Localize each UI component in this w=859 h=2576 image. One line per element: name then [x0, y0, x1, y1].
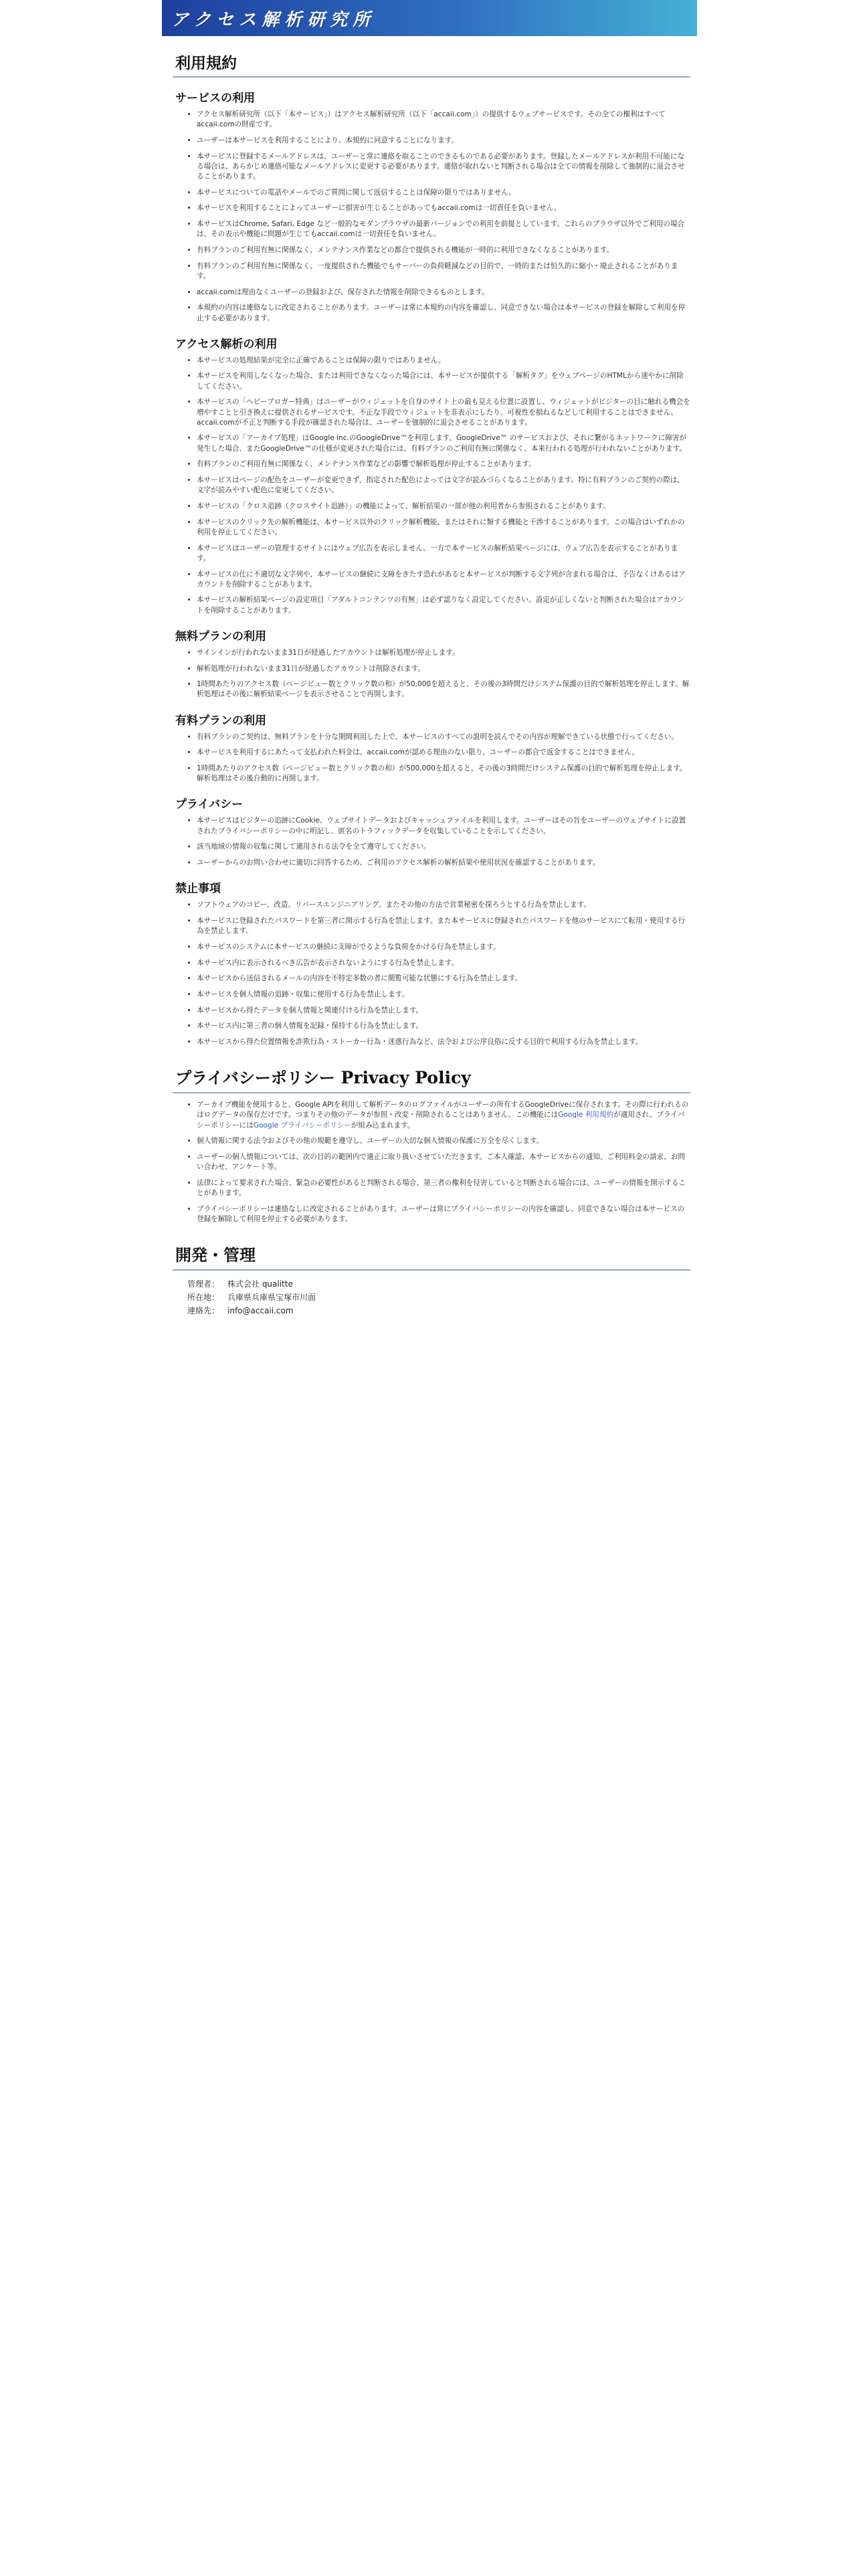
privacy-text-before: アーカイブ機能を使用すると、Google APIを利用して解析データのログファイルがユーザーの所有するGoogleDriveに保存されます。その際に行われるのはログデータの保存だけです。つまりその他のデータが参照・改変・削除されることはありません。この機能には	[197, 1101, 689, 1119]
privacy-policy-title	[173, 1065, 690, 1093]
management-key: 管理者：	[187, 1279, 220, 1289]
list-item: • 本サービスの「クロス追跡（クロスサイト追跡）」の機能によって、解析結果の一部が他の利用者から参照されることがあります。	[197, 502, 690, 512]
privacy-items	[173, 1136, 690, 1224]
list-item: • 本サービスを利用しなくなった場合、または利用できなくなった場合には、本サービスが提供する「解析タグ」をウェブページのHTMLから速やかに削除してください。	[197, 371, 690, 391]
list-item: • 本サービスはビジターの追跡にCookie、ウェブサイトデータおよびキャッシュファイルを利用します。ユーザーはその旨をユーザーのウェブサイトに設置されたプライバシーポリシーの中に明記し、匿名のトラフィックデータを収集していることを示してください。	[197, 816, 690, 836]
privacy-text-after: が組み込まれます。	[351, 1121, 415, 1130]
terms-sections	[173, 88, 690, 1047]
list-item	[197, 1100, 690, 1131]
management-row	[187, 1304, 690, 1317]
main-content	[162, 36, 697, 1317]
list-item: • 本サービスの処理結果が完全に正確であることは保障の限りではありません。	[197, 356, 690, 366]
privacy-list	[173, 1100, 690, 1131]
section-heading: プライバシー	[175, 798, 244, 812]
list-item: • 本サービスはChrome, Safari, Edge など一般的なモダンブラウザの最新バージョンでの利用を前提としています。これらのブラウザ以外でご利用の場合は、その表示や機能に問題が生じてもaccaii.comは一切責任を負いません。	[197, 219, 690, 239]
site-logo[interactable]: アクセス解析研究所	[171, 9, 376, 30]
list-item: • 有料プランのご契約は、無料プランを十分な期間利用した上で、本サービスのすべての説明を読んでその内容が理解できている状態で行ってください。	[197, 732, 690, 742]
list-item: • 1時間あたりのアクセス数（ページビュー数とクリック数の和）が500,000を超えると、その後の3時間だけシステム保護の目的で解析処理を停止します。解析処理はその後自動的に再開します。	[197, 764, 690, 784]
page-title: 利用規約	[173, 51, 690, 78]
management-title-text: 開発・管理	[175, 1246, 256, 1265]
list-item: • 本サービスの解析結果ページの設定項目「アダルトコンテンツの有無」は必ず認りなく設定してください。設定が正しくないと判断された場合はアカウントを削除することがあります。	[197, 595, 690, 615]
list-item: • ユーザーの個人情報については、次の目的の範囲内で適正に取り扱いさせていただきます。ご本人確認、本サービスからの通知、ご利用料金の請求、お問い合わせ、アンケート等。	[197, 1152, 690, 1172]
section-list	[173, 648, 690, 700]
privacy-title-en: Privacy Policy	[341, 1068, 471, 1088]
google-terms-link[interactable]: Google 利用規約	[558, 1111, 614, 1119]
list-item: • サインインが行われないまま31日が経過したアカウントは解析処理が停止します。	[197, 648, 690, 658]
section-list	[173, 356, 690, 616]
list-item: • accaii.comは理由なくユーザーの登録および、保存された情報を削除できるものとします。	[197, 288, 690, 298]
section-heading: 禁止事項	[175, 882, 221, 896]
list-item: • 本サービスについての電話やメールでのご質問に関して返信することは保障の限りではありません。	[197, 188, 690, 198]
list-item: • 1時間あたりのアクセス数（ページビュー数とクリック数の和）が50,000を超えると、その後の3時間だけシステム保護の目的で解析処理を停止します。解析処理はその後に解析結果ページを表示させることで再開します。	[197, 679, 690, 700]
privacy-text-middle: が適用され、プライバシーポリシーには	[197, 1111, 685, 1130]
management-value: info@accaii.com	[227, 1306, 294, 1316]
management-row	[187, 1277, 690, 1291]
list-item: • プライバシーポリシーは連絡なしに改定されることがあります。ユーザーは常にプライバシーポリシーの内容を確認し、同意できない場合は本サービスの登録を解除して利用を停止する必要があります。	[197, 1204, 690, 1224]
google-privacy-link[interactable]: Google プライバシーポリシー	[253, 1121, 351, 1130]
site-header	[162, 0, 697, 36]
section-list	[173, 732, 690, 784]
section-list	[173, 900, 690, 1047]
list-item: • 本サービスはページの配色をユーザーが変更できず、指定された配色によっては文字が読みづらくなることがあります。特に有料プランのご契約の際は、文字が読みやすい配色に変更してください。	[197, 475, 690, 496]
list-item: • 本サービスの仕に不適切な文字列や、本サービスの継続に支障をきたす恐れがあると本サービスが判断する文字列が含まれる場合は、予告なくけあるはアカウントを削除することがあります。	[197, 570, 690, 590]
list-item: • ユーザーは本サービスを利用することにより、本規約に同意することになります。	[197, 136, 690, 146]
list-item: • アクセス解析研究所（以下「本サービス」）はアクセス解析研究所（以下「accaii.com」）の提供するウェブサービスです。その全ての権利はすべてaccaii.comの財産です。	[197, 110, 690, 130]
list-item: • 個人情報に関する法令およびその他の規範を遵守し、ユーザーの大切な個人情報の保護に万全を尽くします。	[197, 1136, 690, 1146]
list-item: • 該当地域の情報の収集に関して適用される法令を全て遵守してください。	[197, 842, 690, 852]
list-item: • 本サービスの「ヘビーブロガー特典」はユーザーがウィジェットを自身のサイト上の最も見える位置に設置し、ウィジェットがビジターの目に触れる機会を増やすことと引き換えに提供されるサービスです。不正な手段でウィジェットを非表示にしたり、可視性を損ねるなどして利用することはできません。accaii.comが不正と判断する手段が確認された場合は、ユーザーを強制的に退会させることがあります。	[197, 397, 690, 428]
list-item: • 本サービスの「アーカイブ処理」はGoogle inc.のGoogleDrive™を利用します。GoogleDrive™ のサービスおよび、それに繋がるネットワークに障害が発生した場合、またGoogleDrive™の仕様が変更された場合には、有料プランのご利用有無に関係なく、本来行われる処理が行われないことがあります。	[197, 433, 690, 453]
section-list	[173, 110, 690, 324]
list-item: • 本サービスを個人情報の追跡・収集に使用する行為を禁止します。	[197, 990, 690, 1000]
list-item: • ソフトウェアのコピー、改造、リバースエンジニアリング、またその他の方法で営業秘密を探ろうとする行為を禁止します。	[197, 900, 690, 910]
section-heading: アクセス解析の利用	[175, 337, 278, 351]
list-item: • ユーザーからのお問い合わせに適切に回答するため、ご利用のアクセス解析の解析結果や使用状況を確認することがあります。	[197, 858, 690, 868]
privacy-title-jp: プライバシーポリシー	[175, 1069, 335, 1088]
section-heading: サービスの利用	[175, 92, 255, 105]
list-item: • 本サービスに登録するメールアドレスは、ユーザーと常に連絡を取ることのできるものである必要があります。登録したメールアドレスが利用不可能になる場合は、あらかじめ連絡可能なメールアドレスに変更する必要があります。連絡が取れないと判断される場合は全ての情報を削除して強制的に退会させることがあります。	[197, 152, 690, 183]
management-value: 兵庫県兵庫県宝塚市川面	[227, 1293, 316, 1303]
list-item: • 本サービスから得たデータを個人情報と関連付ける行為を禁止します。	[197, 1006, 690, 1016]
list-item: • 本サービスはユーザーの管理するサイトにはウェブ広告を表示しません。一方で本サービスの解析結果ページには、ウェブ広告を表示することがあります。	[197, 544, 690, 564]
list-item: • 本規約の内容は連絡なしに改定されることがあります。ユーザーは常に本規約の内容を確認し、同意できない場合は本サービスの登録を解除して利用を停止する必要があります。	[197, 303, 690, 323]
list-item: • 本サービス内に表示されるべき広告が表示されないようにする行為を禁止します。	[197, 958, 690, 968]
section-heading: 無料プランの利用	[175, 629, 266, 643]
list-item: • 解析処理が行われないまま31日が経過したアカウントは削除されます。	[197, 664, 690, 674]
list-item: • 法律によって要求された場合、緊急の必要性があると判断される場合、第三者の権利を侵害していると判断される場合には、ユーザーの情報を開示することがあります。	[197, 1178, 690, 1198]
management-row	[187, 1291, 690, 1304]
management-value: 株式会社 qualitte	[227, 1279, 293, 1289]
list-item: • 有料プランのご利用有無に関係なく、メンテナンス作業などの影響で解析処理が停止することがあります。	[197, 459, 690, 469]
management-info	[173, 1277, 690, 1317]
page-wrapper	[162, 0, 697, 1317]
list-item: • 本サービスのシステムに本サービスの継続に支障がでるような負荷をかける行為を禁止します。	[197, 942, 690, 952]
section-heading: 有料プランの利用	[175, 714, 266, 728]
list-item: • 本サービスを利用することによってユーザーに損害が生じることがあってもaccaii.comは一切責任を負いません。	[197, 203, 690, 213]
list-item: • 本サービスに登録されたパスワードを第三者に開示する行為を禁止します。また本サービスに登録されたパスワードを他のサービスにて転用・使用する行為を禁止します。	[197, 916, 690, 936]
list-item: • 有料プランのご利用有無に関係なく、一度提供された機能でもサーバーの負荷軽減などの目的で、一時的または恒久的に縮小・廃止されることがあります。	[197, 261, 690, 282]
management-title	[173, 1242, 690, 1271]
list-item: • 本サービスから送信されるメールの内容を不特定多数の者に閲覧可能な状態にする行為を禁止します。	[197, 974, 690, 984]
list-item: • 有料プランのご利用有無に関係なく、メンテナンス作業などの都合で提供される機能が一時的に利用できなくなることがあります。	[197, 245, 690, 255]
management-key: 所在地：	[187, 1293, 220, 1303]
list-item: • 本サービス内に第三者の個人情報を記録・保持する行為を禁止します。	[197, 1021, 690, 1031]
list-item: • 本サービスから得た位置情報を詐欺行為・ストーカー行為・迷惑行為など、法令および公序良俗に反する目的で利用する行為を禁止します。	[197, 1037, 690, 1047]
section-list	[173, 816, 690, 868]
list-item: • 本サービスのクリック先の解析機能は、本サービス以外のクリック解析機能、またはそれに類する機能と干渉することがあります。この場合はいずれかの利用を停止してください。	[197, 518, 690, 538]
management-key: 連絡先：	[187, 1306, 220, 1316]
list-item: • 本サービスを利用するにあたって支払われた料金は、accaii.comが認める理由のない限り、ユーザーの都合で返金することはできません。	[197, 748, 690, 758]
